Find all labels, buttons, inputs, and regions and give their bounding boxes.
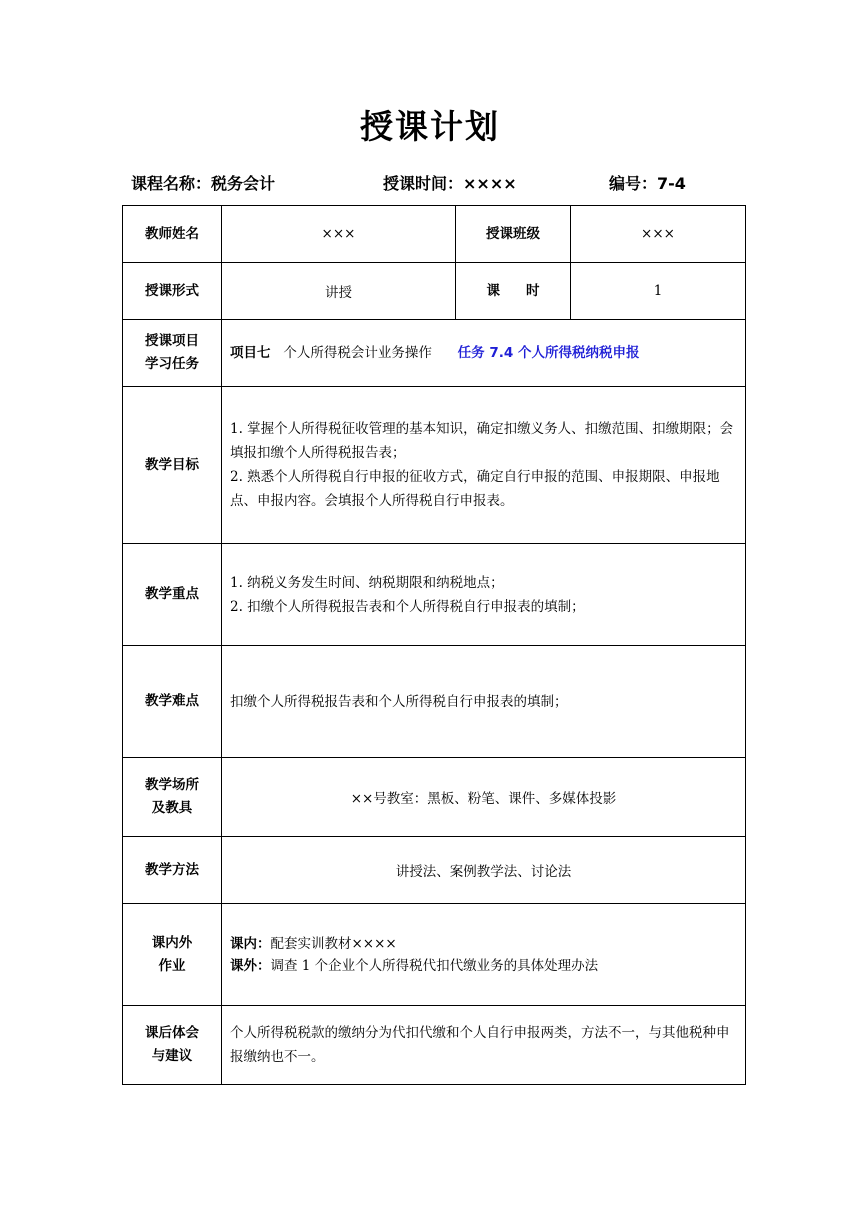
homework-label: 课内外 作业 xyxy=(123,904,222,1006)
teaching-plan-table xyxy=(122,205,746,1085)
objective-value xyxy=(222,387,746,544)
table-row xyxy=(123,544,746,646)
teacher-name-label: 教师姓名 xyxy=(123,206,222,263)
project-task-label: 授课项目 学习任务 xyxy=(123,320,222,387)
course-name-label: 课程名称： xyxy=(131,174,212,193)
difficulty-value: 扣缴个人所得税报告表和个人所得税自行申报表的填制； xyxy=(222,646,746,758)
key-point-item-1: 1. 纳税义务发生时间、纳税期限和纳税地点； xyxy=(230,574,504,591)
course-name-value: 税务会计 xyxy=(211,174,276,193)
table-row xyxy=(123,320,746,387)
key-points-label: 教学重点 xyxy=(123,544,222,646)
hours-label: 课时 xyxy=(456,263,571,320)
objective-item-1: 1. 掌握个人所得税征收管理的基本知识，确定扣缴义务人、扣缴范围、扣缴期限；会填报扣缴个人所得税报告表； xyxy=(230,421,734,461)
project-name: 个人所得税会计业务操作 xyxy=(283,345,432,361)
method-value: 讲授法、案例教学法、讨论法 xyxy=(222,837,746,904)
homework-value xyxy=(222,904,746,1006)
venue-value: ××号教室：黑板、粉笔、课件、多媒体投影 xyxy=(222,758,746,837)
objective-item-2: 2. 熟悉个人所得税自行申报的征收方式，确定自行申报的范围、申报期限、申报地点、申报内容。会填报个人所得税自行申报表。 xyxy=(230,469,720,509)
teacher-name-value: ××× xyxy=(222,206,456,263)
table-row xyxy=(123,837,746,904)
reflection-value: 个人所得税税款的缴纳分为代扣代缴和个人自行申报两类，方法不一，与其他税种申报缴纳也不一。 xyxy=(222,1006,746,1085)
plan-number-label: 编号： xyxy=(609,174,658,193)
plan-number xyxy=(609,172,686,196)
table-row xyxy=(123,1006,746,1085)
table-row xyxy=(123,646,746,758)
teaching-time-value: ×××× xyxy=(463,174,517,193)
course-name xyxy=(131,172,275,196)
form-value: 讲授 xyxy=(222,263,456,320)
table-row xyxy=(123,263,746,320)
objective-label: 教学目标 xyxy=(123,387,222,544)
project-prefix: 项目七 xyxy=(230,345,271,361)
form-label: 授课形式 xyxy=(123,263,222,320)
class-label: 授课班级 xyxy=(456,206,571,263)
project-task-value xyxy=(222,320,746,387)
homework-in: 课内：配套实训教材×××× xyxy=(230,935,397,952)
table-row xyxy=(123,758,746,837)
key-points-value xyxy=(222,544,746,646)
key-point-item-2: 2. 扣缴个人所得税报告表和个人所得税自行申报表的填制； xyxy=(230,598,585,615)
teaching-time xyxy=(383,172,517,196)
class-value: ××× xyxy=(571,206,746,263)
plan-number-value: 7-4 xyxy=(657,174,686,193)
reflection-label: 课后体会 与建议 xyxy=(123,1006,222,1085)
page-title: 授课计划 xyxy=(360,107,500,146)
homework-out: 课外：调查 1 个企业个人所得税代扣代缴业务的具体处理办法 xyxy=(230,957,599,974)
table-row xyxy=(123,206,746,263)
hours-value: 1 xyxy=(571,263,746,320)
teaching-time-label: 授课时间： xyxy=(383,174,464,193)
difficulty-label: 教学难点 xyxy=(123,646,222,758)
table-row xyxy=(123,904,746,1006)
venue-label: 教学场所 及教具 xyxy=(123,758,222,837)
task-name: 任务 7.4 个人所得税纳税申报 xyxy=(457,345,640,361)
table-row xyxy=(123,387,746,544)
method-label: 教学方法 xyxy=(123,837,222,904)
